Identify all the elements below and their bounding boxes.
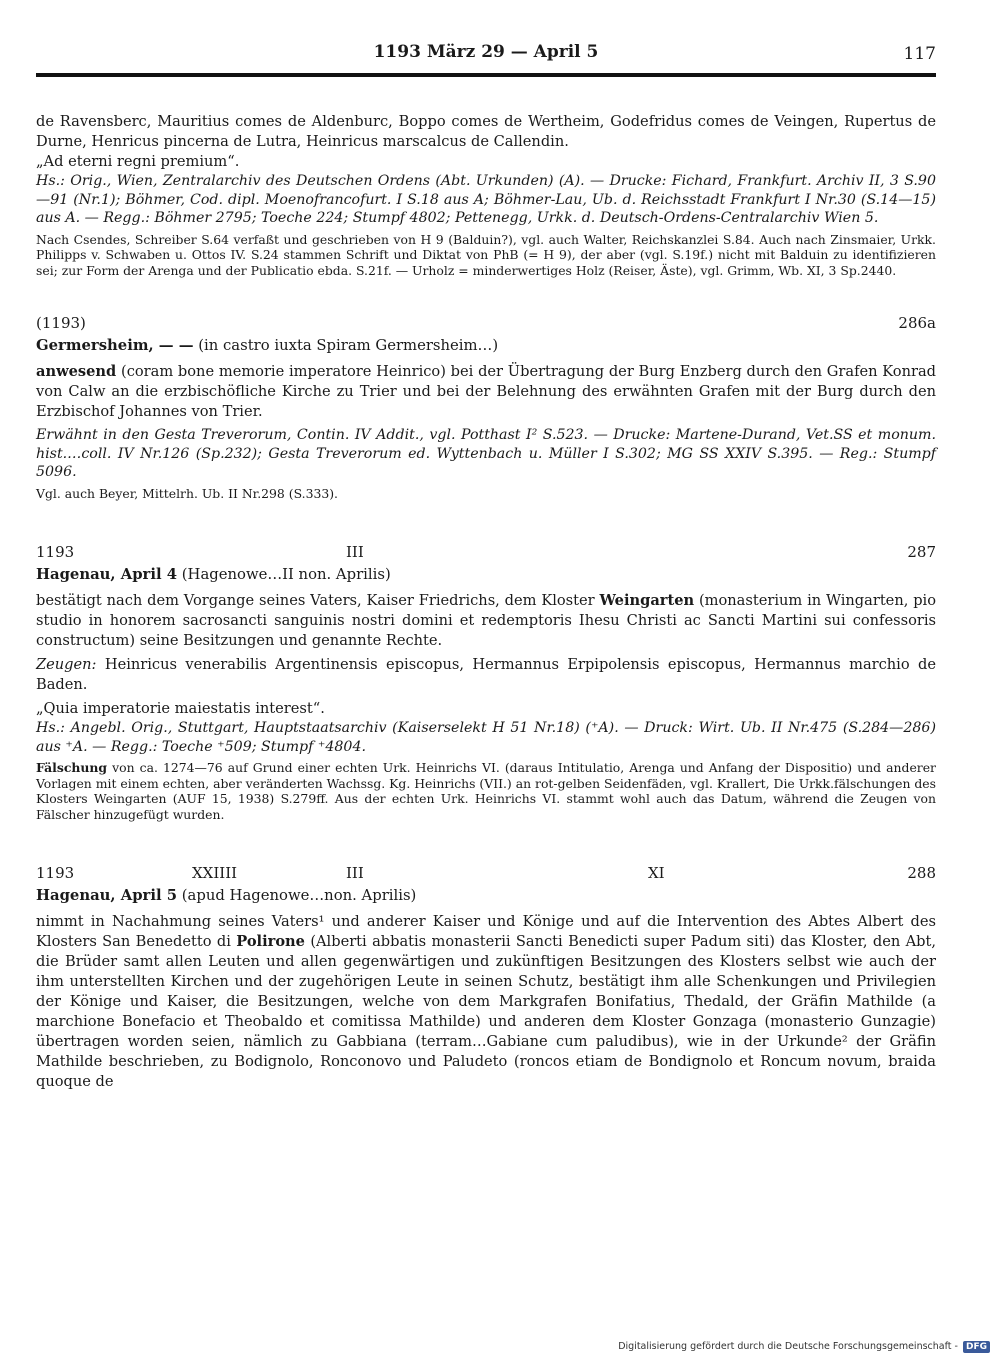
place-date-latin: (apud Hagenowe…non. Aprilis) <box>181 887 417 904</box>
entry-extra: XI <box>648 864 665 882</box>
entry-body-prefix: bestätigt nach dem Vorgange seines Vaters, Kaiser Friedrichs, dem Kloster <box>36 592 595 609</box>
intro-text: de Ravensberc, Mauritius comes de Aldenburc, Boppo comes de Wertheim, Godefridus comes de Veingen, Rupertus de Durne, Henricus pincerna de Lutra, Heinricus marscalcus de Callendin. <box>36 113 936 150</box>
header-title: 1193 März 29 — April 5 <box>373 42 599 62</box>
entry-regnal: III <box>346 864 364 882</box>
entry-header <box>36 864 936 886</box>
entry-keyword: Weingarten <box>599 592 695 609</box>
entry-287 <box>36 543 936 822</box>
entry-288 <box>36 864 936 1092</box>
entry-arenga: „Quia imperatorie maiestatis interest“. <box>36 700 325 717</box>
dfg-logo: DFG <box>963 1341 990 1353</box>
entry-number: 286a <box>898 314 936 332</box>
entry-year: 1193 <box>36 864 75 882</box>
entry-body-a: nimmt in Nachahmung seines Vaters¹ und anderer Kaiser und Könige und auf die Intervention des Abtes Albert des Klosters San Benedetto di <box>36 913 936 950</box>
entry-keyword: Polirone <box>236 933 305 950</box>
entry-place-date <box>36 886 936 906</box>
entry-286a <box>36 314 936 501</box>
witnesses-text: Heinricus venerabilis Argentinensis episcopus, Hermannus Erpipolensis episcopus, Hermannus marchio de Baden. <box>36 656 936 693</box>
entry-indiction: XXIIII <box>192 864 238 882</box>
header-rule <box>36 73 936 77</box>
intro-sources: Hs.: Orig., Wien, Zentralarchiv des Deutschen Ordens (Abt. Urkunden) (A). — Drucke: Fichard, Frankfurt. Archiv II, 3 S.90—91 (Nr.1); Böhmer, Cod. dipl. Moenofrancofurt. I S.18 aus A; Böhmer-Lau, Ub. d. Reichsstadt Frankfurt I Nr.30 (S.14—15) aus A. — Regg.: Böhmer 2795; Toeche 224; Stumpf 4802; Pettenegg, Urkk. d. Deutsch-Ordens-Centralarchiv Wien 5. <box>36 173 936 226</box>
note-keyword: Fälschung <box>36 760 108 775</box>
entry-place-date <box>36 565 936 585</box>
entry-indiction: III <box>346 543 364 561</box>
entry-note <box>36 760 936 822</box>
page <box>36 40 936 1092</box>
place-date-bold: Hagenau, April 4 <box>36 566 178 583</box>
entry-body-b: (Alberti abbatis monasterii Sancti Benedicti super Padum siti) das Kloster, den Abt, die Brüder samt allen Leuten und allen gegenwärtigen und zukünftigen Besitzungen des Klosters selbst wie auch der ihm unterstellten Kirchen und der zugehörigen Leute in seinen Schutz, bestätigt ihm alle Schenkungen und Privilegien der Könige und Kaiser, die Besitzungen, welche von dem Markgrafen Bonifatius, Thedald, der Gräfin Mathilde (a marchione Bonefacio et Theobaldo et comitissa Mathilde) und anderen dem Kloster Gonzaga (monasterio Gunzagie) übertragen worden seien, nämlich zu Gabbiana (terram…Gabiane cum paludibus), wie in der Urkunde² der Gräfin Mathilde beschrieben, zu Bodignolo, Ronconovo und Paludeto (roncos etiam de Bondignolo et Roncum novum, braida quoque de <box>36 933 936 1090</box>
intro-arenga: „Ad eterni regni premium“. <box>36 153 240 170</box>
entry-sources: Hs.: Angebl. Orig., Stuttgart, Hauptstaatsarchiv (Kaiserselekt H 51 Nr.18) (⁺A). — Druck: Wirt. Ub. II Nr.475 (S.284—286) aus ⁺A. — Regg.: Toeche ⁺509; Stumpf ⁺4804. <box>36 720 936 755</box>
entry-body-text: (coram bone memorie imperatore Heinrico) bei der Übertragung der Burg Enzberg durch den Grafen Konrad von Calw an die erzbischöfliche Kirche zu Trier und bei der Belehnung des erwähnten Grafen mit der Burg durch den Erzbischof Johannes von Trier. <box>36 363 936 420</box>
running-header <box>36 40 936 68</box>
entry-place-date <box>36 336 936 356</box>
entry-year: 1193 <box>36 543 75 561</box>
entry-number: 287 <box>907 543 936 561</box>
place-date-latin: (in castro iuxta Spiram Germersheim…) <box>198 337 499 354</box>
page-number: 117 <box>903 44 936 64</box>
note-text: von ca. 1274—76 auf Grund einer echten Urk. Heinrichs VI. (daraus Intitulatio, Arenga und Anfang der Dispositio) und anderer Vorlagen mit einem echten, aber veränderten Wachssg. Kg. Heinrichs (VII.) an rot-gelben Seidenfäden, vgl. Krallert, Die Urkk.fälschungen des Klosters Weingarten (AUF 15, 1938) S.279ff. Aus der echten Urk. Heinrichs VI. stammt wohl auch das Datum, während die Zeugen von Fälscher hinzugefügt wurden. <box>36 760 936 822</box>
place-date-latin: (Hagenowe…II non. Aprilis) <box>181 566 391 583</box>
place-date-bold: Hagenau, April 5 <box>36 887 178 904</box>
entry-sources: Erwähnt in den Gesta Treverorum, Contin. IV Addit., vgl. Potthast I² S.523. — Drucke: Martene-Durand, Vet.SS et monum. hist.…coll. IV Nr.126 (Sp.232); Gesta Treverorum ed. Wyttenbach u. Müller I S.302; MG SS XXIV S.395. — Reg.: Stumpf 5096. <box>36 427 936 480</box>
intro-note: Nach Csendes, Schreiber S.64 verfaßt und geschrieben von H 9 (Balduin?), vgl. auch Walter, Reichskanzlei S.84. Auch nach Zinsmaier, Urkk. Philipps v. Schwaben u. Ottos IV. S.24 stammen Schrift und Diktat von PhB (= H 9), der aber (vgl. S.19f.) nicht mit Balduin zu identifizieren sei; zur Form der Arenga und der Publicatio ebda. S.21f. — Urholz = minderwertiges Holz (Reiser, Äste), vgl. Grimm, Wb. XI, 3 Sp.2440. <box>36 231 936 278</box>
entry-header <box>36 314 936 336</box>
entry-note: Vgl. auch Beyer, Mittelrh. Ub. II Nr.298 (S.333). <box>36 485 338 501</box>
footer-text: Digitalisierung gefördert durch die Deutsche Forschungsgemeinschaft - <box>618 1341 958 1352</box>
entry-body <box>36 912 936 1092</box>
entry-body-text: (monasterium in Wingarten, pio studio in honorem sacrosancti sanguinis nostri domini et redemptoris Ihesu Christi ac Sancti Martini sui confessoris constructum) seine Besitzungen und genannte Rechte. <box>36 592 936 649</box>
footer <box>618 1341 990 1353</box>
entry-keyword: anwesend <box>36 363 117 380</box>
place-date-bold: Germersheim, — — <box>36 337 194 354</box>
entry-number: 288 <box>907 864 936 882</box>
entry-body <box>36 362 936 422</box>
witnesses-label: Zeugen: <box>36 656 97 673</box>
entry-header <box>36 543 936 565</box>
entry-body <box>36 591 936 651</box>
entry-witnesses <box>36 655 936 695</box>
entry-year: (1193) <box>36 314 86 332</box>
